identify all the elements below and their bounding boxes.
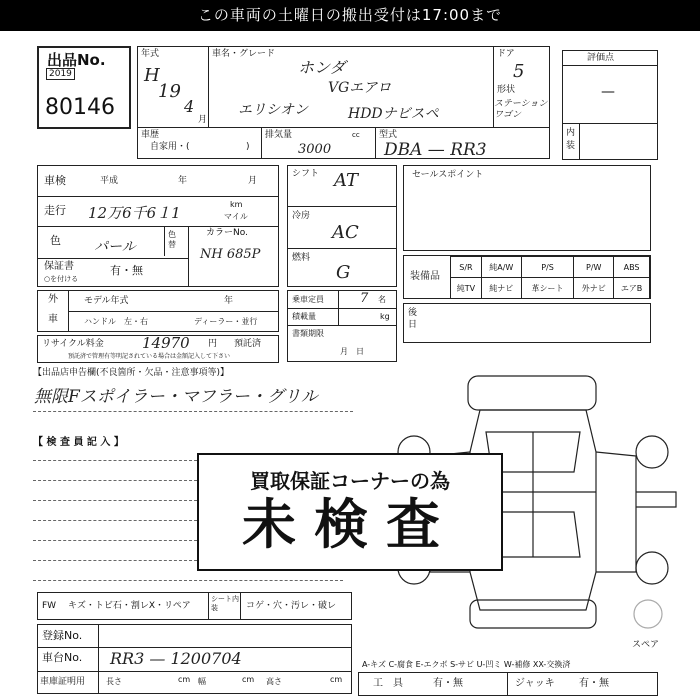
equip-tv: 純TV xyxy=(451,278,482,299)
uninspected-stamp xyxy=(197,453,503,571)
year-label: 年式 xyxy=(141,49,160,59)
registration-box xyxy=(37,624,352,694)
aircon-label: 冷房 xyxy=(292,211,311,221)
shift-label: シフト xyxy=(292,169,320,179)
reg-label: 登録No. xyxy=(42,629,83,642)
docs-unit: 月 日 xyxy=(340,347,364,356)
history-label: 車歴 xyxy=(141,130,160,140)
dealer-value: ディーラー・並行 xyxy=(194,317,258,326)
fuel-value: G xyxy=(336,262,351,283)
warranty-note: ○を付ける xyxy=(44,275,79,283)
displacement-value: 3000 xyxy=(298,142,332,157)
width-unit: cm xyxy=(242,675,255,684)
lot-box xyxy=(37,46,131,129)
shaken-year: 年 xyxy=(178,176,188,186)
interior-label: 内装 xyxy=(566,128,576,151)
row2-box xyxy=(137,127,550,159)
tools-box xyxy=(358,672,658,696)
chassis-label: 車台No. xyxy=(42,651,83,664)
chassis-value: RR3 — 1200704 xyxy=(110,649,242,668)
model-name: エリシオン xyxy=(238,102,308,118)
shape-value: ステーション ワゴン xyxy=(494,99,548,120)
score-box xyxy=(562,50,658,160)
doors-value: 5 xyxy=(513,61,525,82)
model-year-unit: 年 xyxy=(224,296,234,306)
mileage-value: 12万6千6１1 xyxy=(88,204,181,222)
score-value: — xyxy=(601,84,615,100)
colorno-value: NH 685P xyxy=(200,247,261,262)
docs-label: 書類期限 xyxy=(292,329,324,338)
year-value: 19 xyxy=(158,81,181,102)
capacity-unit: 名 xyxy=(378,295,386,304)
height-unit: cm xyxy=(330,675,343,684)
ext-side1: 外 xyxy=(48,294,58,305)
color-label: 色 xyxy=(50,234,61,247)
ext-side2: 車 xyxy=(48,314,58,325)
score-label: 評価点 xyxy=(587,53,615,63)
notes-text: 無限Fスポイラー・マフラー・グリル xyxy=(34,387,318,407)
width-label: 幅 xyxy=(198,677,206,686)
equip-abs: ABS xyxy=(614,257,650,278)
colorno-label: カラーNo. xyxy=(206,228,248,238)
recycle-unit: 円 xyxy=(208,339,218,349)
equip-leather: 革シート xyxy=(521,278,574,299)
spare-label: スペア xyxy=(632,640,660,650)
lot-year: 2019 xyxy=(46,68,75,80)
model-year-label: モデル年式 xyxy=(84,296,129,306)
seat-text: コゲ・穴・汚レ・破レ xyxy=(246,601,337,611)
shaken-era: 平成 xyxy=(100,176,119,186)
year-era: H xyxy=(144,65,160,86)
month-unit: 月 xyxy=(198,115,208,125)
equip-navi: 純ナビ xyxy=(481,278,521,299)
height-label: 高さ xyxy=(266,677,282,686)
vehicle-info-box xyxy=(137,46,550,128)
equip-ext-navi: 外ナビ xyxy=(574,278,614,299)
fw-label: FW xyxy=(42,601,57,611)
capacity-box xyxy=(287,290,397,362)
usage-end: ) xyxy=(246,142,250,152)
length-unit: cm xyxy=(178,675,191,684)
garage-cert-label: 車庫証明用 xyxy=(40,677,86,687)
equip-alloy-wheel: 純A/W xyxy=(481,257,521,278)
recycle-deposit: 預託済 xyxy=(234,339,262,349)
later-label: 後日 xyxy=(408,308,418,330)
fw-box xyxy=(37,592,352,620)
model-code-label: 型式 xyxy=(379,130,398,140)
usage-value: 自家用・( xyxy=(150,142,190,152)
shaken-label: 車検 xyxy=(44,174,66,187)
equipment-box xyxy=(403,255,651,299)
recycle-amount: 14970 xyxy=(142,334,190,352)
capacity-label: 乗車定員 xyxy=(292,295,324,304)
tools-value: 有・無 xyxy=(433,678,463,689)
color-change-label: 色替 xyxy=(168,230,176,249)
weight-unit: kg xyxy=(380,312,390,321)
damage-legend: A-キズ C-腐食 E-エクボ S-サビ U-凹ミ W-補修 XX-交換済 xyxy=(362,660,571,669)
left-info-box xyxy=(37,165,279,287)
month-value: 4 xyxy=(184,97,195,116)
shaken-month: 月 xyxy=(248,176,258,186)
seat-label: シート内装 xyxy=(211,595,239,612)
equipment-label: 装備品 xyxy=(410,271,440,282)
grade: VGエアロ xyxy=(328,80,392,96)
inspector-label: 【 検 査 員 記 入 】 xyxy=(33,437,124,448)
doors-label: ドア xyxy=(497,49,515,59)
recycle-box xyxy=(37,335,279,363)
mileage-unit: km xyxy=(230,200,243,209)
equip-power-window: P/W xyxy=(574,257,614,278)
notes-label: 【出品店申告欄(不良箇所・欠品・注意事項等)】 xyxy=(33,368,230,378)
recycle-note: 預託済で管理有等明記されている場合は金額記入して下さい xyxy=(68,353,231,360)
uninspected-stamp-line1: 買取保証コーナーの為 xyxy=(250,469,450,493)
equip-power-steering: P/S xyxy=(521,257,574,278)
fuel-label: 燃料 xyxy=(292,253,311,263)
equip-airbag: エアB xyxy=(614,278,650,299)
recycle-label: リサイクル料金 xyxy=(42,339,104,349)
displacement-unit: cc xyxy=(352,131,360,139)
tools-label: 工 具 xyxy=(373,678,403,689)
name-label: 車名・グレード xyxy=(212,49,276,59)
fw-text: キズ・トビ石・割レX・リペア xyxy=(68,601,191,611)
grade2: HDDナビスペ xyxy=(348,106,439,122)
length-label: 長さ xyxy=(106,677,122,686)
mileage-unit2: マイル xyxy=(224,212,248,221)
banner: この車両の土曜日の搬出受付は17:00まで xyxy=(0,0,700,31)
sales-point-label: セールスポイント xyxy=(412,170,484,180)
sales-point-box xyxy=(403,165,651,251)
equip-sunroof: S/R xyxy=(451,257,482,278)
later-box xyxy=(403,303,651,343)
warranty-label: 保証書 xyxy=(44,261,74,272)
lot-number: 80146 xyxy=(45,95,115,120)
jack-value: 有・無 xyxy=(579,678,609,689)
displacement-label: 排気量 xyxy=(265,130,293,140)
handle-value: ハンドル 左・右 xyxy=(84,317,148,326)
shape-label: 形状 xyxy=(497,85,516,95)
maker: ホンダ xyxy=(298,58,346,77)
lot-label: 出品No. xyxy=(47,51,106,69)
weight-label: 積載量 xyxy=(292,312,316,321)
mid-info-box xyxy=(287,165,397,287)
uninspected-stamp-line2: 未検査 xyxy=(242,493,458,556)
capacity-value: 7 xyxy=(360,291,369,306)
aircon-value: AC xyxy=(332,222,359,243)
warranty-value: 有・無 xyxy=(110,264,143,277)
exterior-box xyxy=(37,290,279,332)
jack-label: ジャッキ xyxy=(515,678,555,689)
shift-value: AT xyxy=(334,170,359,191)
color-value: パール xyxy=(94,239,136,255)
mileage-label: 走行 xyxy=(44,204,66,217)
model-code: DBA — RR3 xyxy=(384,140,487,160)
